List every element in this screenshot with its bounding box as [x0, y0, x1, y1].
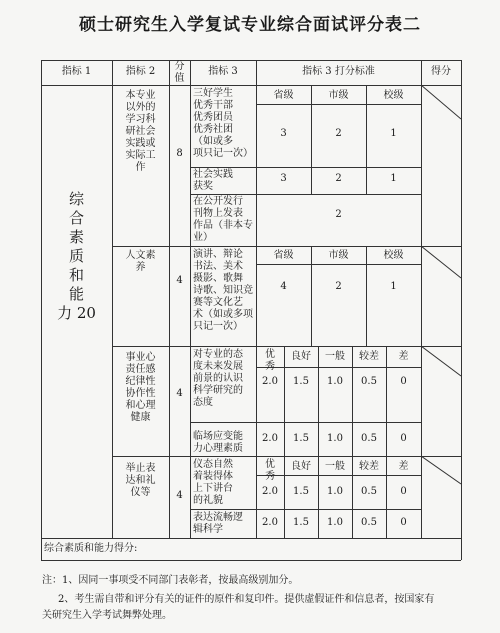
row-divider	[190, 194, 421, 195]
value-city: 2	[335, 173, 342, 184]
total-score-label: 综合素质和能力得分:	[44, 543, 138, 554]
section-manners-score: 4	[176, 490, 183, 501]
grade-excellent: 优 秀	[265, 349, 275, 372]
row-divider	[112, 346, 461, 347]
header-standard: 指标 3 打分标准	[302, 66, 375, 77]
note-line-2: 2、考生需自带和评分有关的证件的原件和复印件。提供虚假证件和信息者，按国家有	[58, 594, 435, 605]
value-province: 3	[280, 173, 287, 184]
grade-excellent: 优 秀	[265, 459, 275, 482]
section-humanities-score: 4	[176, 275, 183, 286]
diagonal-slash	[421, 246, 461, 286]
humanities-item: 演讲、辩论 书法、美术 摄影、歌舞 诗歌、知识竞 赛等文化艺 术（如或多项 只记一次）	[193, 249, 253, 332]
score-value: 1.5	[293, 376, 309, 387]
section-practice-score: 8	[176, 148, 183, 159]
row-divider	[41, 538, 461, 539]
section-humanities-name: 人文素 养	[125, 250, 156, 273]
diagonal-slash	[421, 456, 461, 496]
header-indicator-3: 指标 3	[208, 66, 238, 77]
col-divider	[169, 60, 170, 538]
practice-item-honors: 三好学生 优秀干部 优秀团员 优秀社团 （如或多 项只记一次）	[193, 88, 253, 159]
section-responsibility-name: 事业心 责任感 纪律性 协作性 和心理 健康	[125, 352, 156, 423]
value-school: 1	[390, 173, 397, 184]
score-value: 1.0	[327, 486, 343, 497]
table-border-bottom	[41, 560, 461, 561]
score-value: 0	[400, 486, 407, 497]
score-value: 0.5	[361, 433, 377, 444]
score-value: 1.0	[327, 517, 343, 528]
score-value: 0.5	[361, 376, 377, 387]
value-city: 2	[335, 128, 342, 139]
row-divider	[112, 246, 461, 247]
value-province: 4	[280, 281, 287, 292]
grade-fair: 一般	[325, 351, 345, 362]
practice-item-award: 社会实践 获奖	[193, 169, 233, 192]
section-practice-name: 本专业 以外的 学习科 研社会 实践或 实际工 作	[125, 90, 156, 173]
row-divider	[190, 167, 421, 168]
header-score: 分 值	[174, 61, 185, 84]
responsibility-item-attitude: 对专业的态 度未来发展 前景的认识 科学研究的 态度	[193, 349, 243, 408]
responsibility-item-adaptability: 临场应变能 力心理素质	[193, 431, 243, 454]
score-value: 2.0	[262, 486, 278, 497]
note-line-3: 关研究生入学考试舞弊处理。	[42, 610, 172, 621]
value-city: 2	[335, 281, 342, 292]
level-school: 校级	[383, 90, 404, 101]
row-divider	[112, 456, 461, 457]
level-province: 省级	[273, 250, 294, 261]
value-school: 1	[390, 128, 397, 139]
grade-good: 良好	[291, 351, 311, 362]
diagonal-slash	[421, 85, 461, 247]
score-value: 0	[400, 376, 407, 387]
page-title: 硕士研究生入学复试专业综合面试评分表二	[79, 15, 421, 35]
grade-bad: 差	[398, 351, 409, 362]
practice-item-publication: 在公开发行 刊物上发表 作品（非本专 业）	[193, 196, 253, 243]
grade-poor: 较差	[359, 351, 379, 362]
header-indicator-1: 指标 1	[61, 66, 92, 77]
manners-item-expression: 表达流畅逻 辑科学	[193, 512, 243, 535]
score-value: 2.0	[262, 376, 278, 387]
score-value: 0.5	[361, 517, 377, 528]
table-border-top	[41, 60, 461, 61]
table-border-right	[461, 60, 462, 560]
score-value: 0.5	[361, 486, 377, 497]
level-province: 省级	[273, 90, 294, 101]
grade-good: 良好	[291, 461, 311, 472]
score-value: 2.0	[262, 517, 278, 528]
col-divider	[190, 60, 191, 538]
level-divider	[256, 264, 421, 265]
level-divider	[256, 104, 421, 105]
value-province: 3	[280, 128, 287, 139]
level-school: 校级	[383, 250, 404, 261]
score-value: 0	[400, 517, 407, 528]
manners-item-deportment: 仪态自然 着装得体 上下讲台 的礼貌	[193, 459, 233, 506]
score-value: 0	[400, 433, 407, 444]
grade-poor: 较差	[359, 461, 379, 472]
score-value: 1.5	[293, 433, 309, 444]
grade-fair: 一般	[325, 461, 345, 472]
diagonal-slash	[421, 346, 461, 386]
value-school: 1	[390, 281, 397, 292]
section-responsibility-score: 4	[176, 388, 183, 399]
level-city: 市级	[328, 250, 349, 261]
score-value: 1.5	[293, 486, 309, 497]
grade-bad: 差	[398, 461, 409, 472]
table-header-divider	[41, 85, 461, 86]
level-city: 市级	[328, 90, 349, 101]
score-value: 1.5	[293, 517, 309, 528]
score-value: 1.0	[327, 376, 343, 387]
section-manners-name: 举止表 达和礼 仪等	[125, 463, 156, 498]
category-label: 综 合 素 质 和 能 力 20	[57, 190, 96, 322]
score-value: 2.0	[262, 433, 278, 444]
value-publication: 2	[335, 209, 342, 220]
header-result: 得分	[431, 66, 451, 77]
note-line-1: 注：1、因同一事项受不同部门表彰者，按最高级别加分。	[42, 575, 299, 586]
score-value: 1.0	[327, 433, 343, 444]
header-indicator-2: 指标 2	[125, 66, 156, 77]
